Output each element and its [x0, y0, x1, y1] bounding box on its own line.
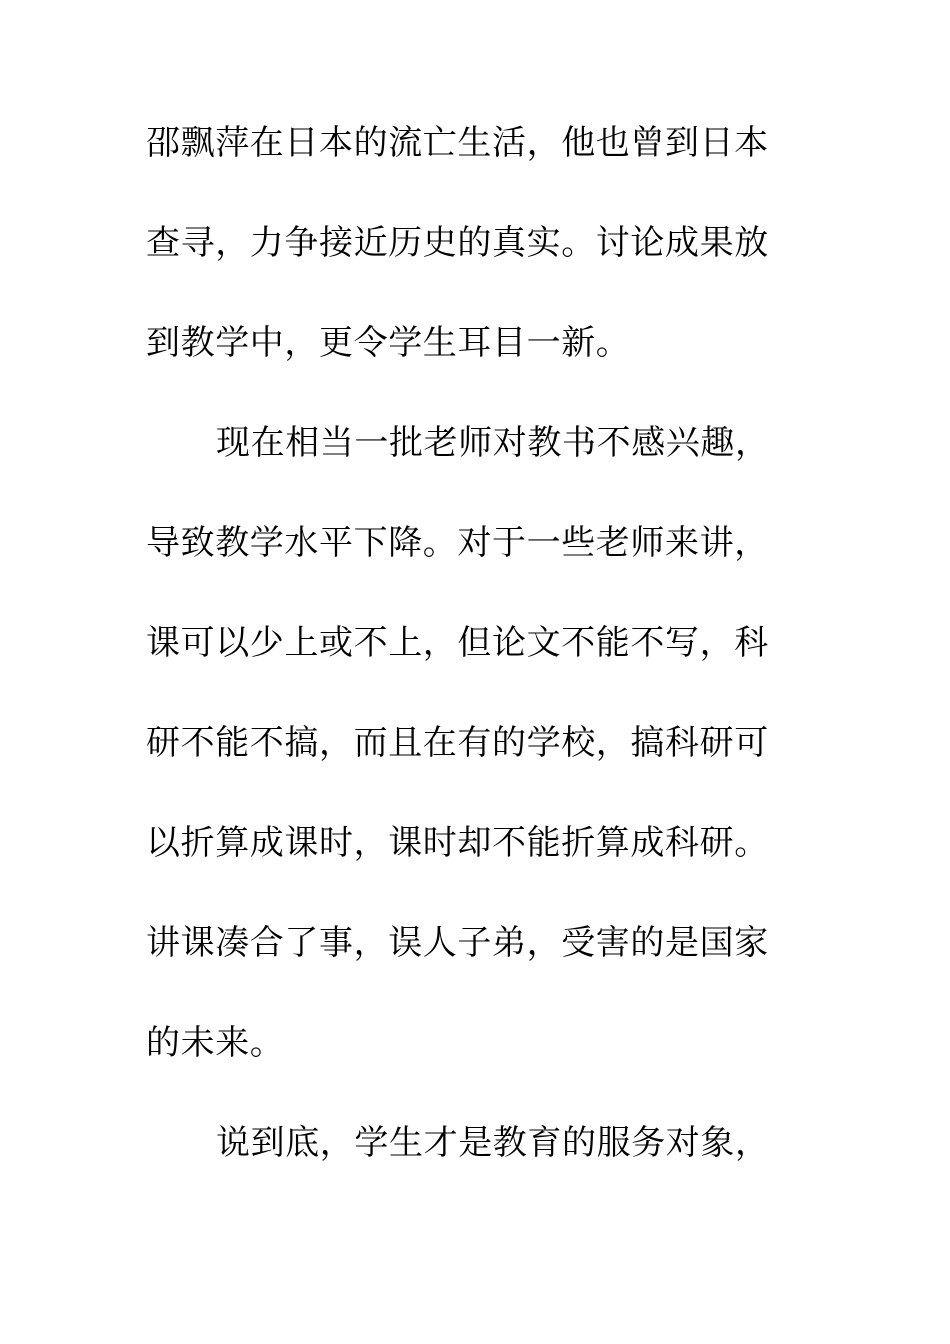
text-line: 邵飘萍在日本的流亡生活，他也曾到日本	[146, 123, 769, 163]
text-line: 研不能不搞，而且在有的学校，搞科研可	[146, 723, 769, 763]
text-line: 以折算成课时，课时却不能折算成科研。	[146, 823, 769, 863]
text-line: 的未来。	[146, 1023, 285, 1063]
text-line: 课可以少上或不上，但论文不能不写，科	[146, 623, 769, 663]
body-text	[146, 123, 786, 1226]
text-line: 到教学中，更令学生耳目一新。	[146, 323, 631, 363]
text-line: 查寻，力争接近历史的真实。讨论成果放	[146, 223, 769, 263]
paragraph-start-line: 说到底，学生才是教育的服务对象，	[216, 1123, 770, 1163]
text-line: 讲课凑合了事，误人子弟，受害的是国家	[146, 923, 769, 963]
text-line: 导致教学水平下降。对于一些老师来讲，	[146, 523, 769, 563]
paragraph-start-line: 现在相当一批老师对教书不感兴趣，	[216, 423, 770, 463]
